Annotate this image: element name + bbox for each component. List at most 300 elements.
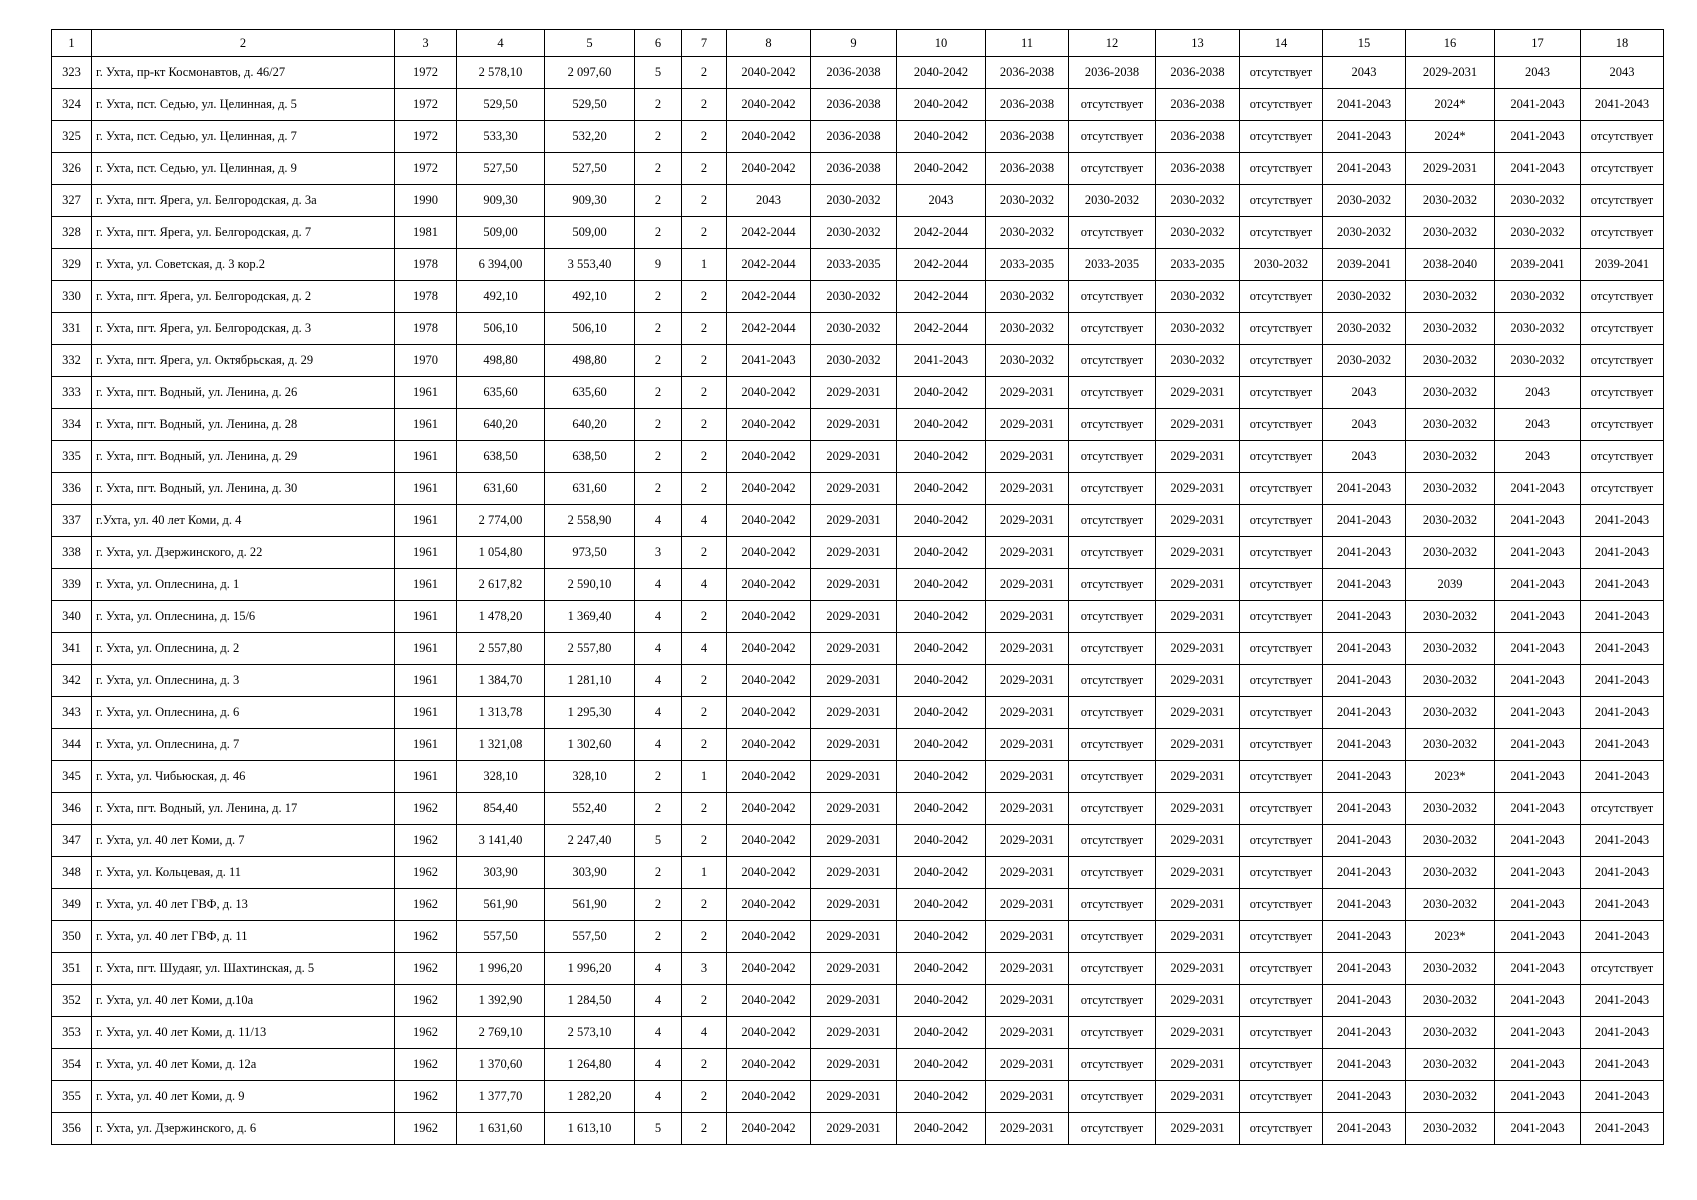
floors-cell: 4 [635,1081,682,1113]
col-18-cell: 2041-2043 [1581,1081,1664,1113]
col-8-cell: 2040-2042 [727,121,811,153]
col-14-cell: отсутствует [1240,185,1323,217]
col-16-cell: 2030-2032 [1406,473,1495,505]
col-10-cell: 2040-2042 [897,121,986,153]
col-16-cell: 2030-2032 [1406,793,1495,825]
col-14-cell: отсутствует [1240,569,1323,601]
living-area-cell: 498,80 [545,345,635,377]
col-13-cell: 2033-2035 [1156,249,1240,281]
col-14-cell: отсутствует [1240,825,1323,857]
entrances-cell: 2 [682,345,727,377]
col-18-cell: отсутствует [1581,153,1664,185]
col-18-cell: 2041-2043 [1581,985,1664,1017]
col-10-cell: 2041-2043 [897,345,986,377]
col-14-cell: отсутствует [1240,921,1323,953]
col-14-cell: отсутствует [1240,761,1323,793]
col-9-cell: 2029-2031 [811,665,897,697]
row-number-cell: 349 [52,889,92,921]
build-year-cell: 1972 [395,121,457,153]
living-area-cell: 527,50 [545,153,635,185]
col-13-cell: 2030-2032 [1156,281,1240,313]
col-9-cell: 2030-2032 [811,185,897,217]
col-10-cell: 2040-2042 [897,569,986,601]
col-13-cell: 2029-2031 [1156,633,1240,665]
entrances-cell: 2 [682,121,727,153]
col-17-cell: 2041-2043 [1495,761,1581,793]
column-number-cell: 1 [52,30,92,57]
address-cell: г. Ухта, ул. Оплеснина, д. 1 [92,569,395,601]
col-16-cell: 2030-2032 [1406,1081,1495,1113]
address-cell: г. Ухта, пст. Седью, ул. Целинная, д. 5 [92,89,395,121]
col-8-cell: 2040-2042 [727,953,811,985]
col-15-cell: 2043 [1323,409,1406,441]
row-number-cell: 338 [52,537,92,569]
total-area-cell: 635,60 [457,377,545,409]
col-12-cell: 2030-2032 [1069,185,1156,217]
living-area-cell: 552,40 [545,793,635,825]
floors-cell: 2 [635,121,682,153]
col-11-cell: 2029-2031 [986,793,1069,825]
table-row [52,249,1664,281]
floors-cell: 4 [635,985,682,1017]
build-year-cell: 1962 [395,857,457,889]
total-area-cell: 1 392,90 [457,985,545,1017]
col-13-cell: 2029-2031 [1156,473,1240,505]
col-12-cell: отсутствует [1069,409,1156,441]
total-area-cell: 2 578,10 [457,57,545,89]
total-area-cell: 638,50 [457,441,545,473]
col-18-cell: отсутствует [1581,377,1664,409]
col-16-cell: 2030-2032 [1406,281,1495,313]
col-10-cell: 2040-2042 [897,537,986,569]
build-year-cell: 1962 [395,1017,457,1049]
address-cell: г. Ухта, ул. Оплеснина, д. 6 [92,697,395,729]
col-17-cell: 2041-2043 [1495,121,1581,153]
col-13-cell: 2029-2031 [1156,409,1240,441]
floors-cell: 5 [635,825,682,857]
living-area-cell: 1 295,30 [545,697,635,729]
floors-cell: 2 [635,281,682,313]
col-11-cell: 2036-2038 [986,89,1069,121]
col-12-cell: отсутствует [1069,1113,1156,1145]
table-row [52,89,1664,121]
living-area-cell: 638,50 [545,441,635,473]
entrances-cell: 2 [682,377,727,409]
col-10-cell: 2040-2042 [897,377,986,409]
address-cell: г. Ухта, пст. Седью, ул. Целинная, д. 9 [92,153,395,185]
total-area-cell: 1 996,20 [457,953,545,985]
col-10-cell: 2040-2042 [897,729,986,761]
col-11-cell: 2029-2031 [986,1017,1069,1049]
row-number-cell: 336 [52,473,92,505]
col-16-cell: 2030-2032 [1406,665,1495,697]
col-18-cell: 2041-2043 [1581,921,1664,953]
col-14-cell: отсутствует [1240,345,1323,377]
col-9-cell: 2029-2031 [811,1049,897,1081]
col-12-cell: отсутствует [1069,1017,1156,1049]
col-8-cell: 2040-2042 [727,633,811,665]
col-14-cell: отсутствует [1240,1017,1323,1049]
col-17-cell: 2039-2041 [1495,249,1581,281]
col-13-cell: 2029-2031 [1156,1081,1240,1113]
row-number-cell: 327 [52,185,92,217]
address-cell: г. Ухта, ул. Чибьюская, д. 46 [92,761,395,793]
col-15-cell: 2041-2043 [1323,633,1406,665]
col-12-cell: отсутствует [1069,441,1156,473]
col-15-cell: 2041-2043 [1323,473,1406,505]
col-16-cell: 2030-2032 [1406,953,1495,985]
col-8-cell: 2040-2042 [727,889,811,921]
column-number-row [52,30,1664,57]
col-15-cell: 2043 [1323,57,1406,89]
entrances-cell: 2 [682,665,727,697]
address-cell: г. Ухта, пгт. Водный, ул. Ленина, д. 29 [92,441,395,473]
floors-cell: 2 [635,793,682,825]
col-13-cell: 2029-2031 [1156,697,1240,729]
column-number-cell: 18 [1581,30,1664,57]
total-area-cell: 557,50 [457,921,545,953]
row-number-cell: 331 [52,313,92,345]
entrances-cell: 2 [682,441,727,473]
col-14-cell: отсутствует [1240,1113,1323,1145]
address-cell: г. Ухта, пгт. Водный, ул. Ленина, д. 30 [92,473,395,505]
col-18-cell: 2041-2043 [1581,569,1664,601]
col-16-cell: 2030-2032 [1406,825,1495,857]
col-16-cell: 2030-2032 [1406,601,1495,633]
address-cell: г. Ухта, ул. Оплеснина, д. 2 [92,633,395,665]
col-12-cell: отсутствует [1069,377,1156,409]
col-12-cell: отсутствует [1069,153,1156,185]
col-15-cell: 2041-2043 [1323,537,1406,569]
living-area-cell: 1 264,80 [545,1049,635,1081]
row-number-cell: 352 [52,985,92,1017]
table-row [52,953,1664,985]
col-18-cell: 2041-2043 [1581,89,1664,121]
total-area-cell: 527,50 [457,153,545,185]
entrances-cell: 2 [682,57,727,89]
col-9-cell: 2033-2035 [811,249,897,281]
col-12-cell: отсутствует [1069,889,1156,921]
col-18-cell: 2041-2043 [1581,505,1664,537]
col-8-cell: 2040-2042 [727,793,811,825]
entrances-cell: 2 [682,153,727,185]
floors-cell: 4 [635,665,682,697]
col-11-cell: 2029-2031 [986,985,1069,1017]
row-number-cell: 340 [52,601,92,633]
col-16-cell: 2030-2032 [1406,1113,1495,1145]
col-16-cell: 2030-2032 [1406,697,1495,729]
col-18-cell: 2039-2041 [1581,249,1664,281]
build-year-cell: 1961 [395,537,457,569]
address-cell: г. Ухта, ул. Оплеснина, д. 15/6 [92,601,395,633]
total-area-cell: 533,30 [457,121,545,153]
col-14-cell: отсутствует [1240,1081,1323,1113]
row-number-cell: 351 [52,953,92,985]
row-number-cell: 326 [52,153,92,185]
col-15-cell: 2041-2043 [1323,601,1406,633]
build-year-cell: 1962 [395,985,457,1017]
col-10-cell: 2040-2042 [897,153,986,185]
col-11-cell: 2033-2035 [986,249,1069,281]
col-8-cell: 2040-2042 [727,1049,811,1081]
living-area-cell: 303,90 [545,857,635,889]
col-10-cell: 2042-2044 [897,281,986,313]
address-cell: г. Ухта, пгт. Водный, ул. Ленина, д. 17 [92,793,395,825]
col-17-cell: 2041-2043 [1495,921,1581,953]
col-17-cell: 2030-2032 [1495,345,1581,377]
address-cell: г. Ухта, ул. Оплеснина, д. 7 [92,729,395,761]
col-17-cell: 2041-2043 [1495,857,1581,889]
col-15-cell: 2030-2032 [1323,217,1406,249]
living-area-cell: 973,50 [545,537,635,569]
table-row [52,121,1664,153]
col-15-cell: 2041-2043 [1323,793,1406,825]
col-9-cell: 2029-2031 [811,921,897,953]
table-row [52,153,1664,185]
col-11-cell: 2029-2031 [986,441,1069,473]
col-8-cell: 2040-2042 [727,409,811,441]
col-9-cell: 2029-2031 [811,761,897,793]
col-14-cell: отсутствует [1240,601,1323,633]
total-area-cell: 1 377,70 [457,1081,545,1113]
column-number-cell: 6 [635,30,682,57]
col-11-cell: 2029-2031 [986,601,1069,633]
col-18-cell: 2041-2043 [1581,889,1664,921]
col-18-cell: 2041-2043 [1581,633,1664,665]
col-13-cell: 2029-2031 [1156,377,1240,409]
total-area-cell: 1 478,20 [457,601,545,633]
entrances-cell: 3 [682,953,727,985]
col-17-cell: 2030-2032 [1495,313,1581,345]
col-13-cell: 2029-2031 [1156,537,1240,569]
total-area-cell: 854,40 [457,793,545,825]
address-cell: г. Ухта, пгт. Водный, ул. Ленина, д. 26 [92,377,395,409]
col-8-cell: 2040-2042 [727,1113,811,1145]
living-area-cell: 1 369,40 [545,601,635,633]
col-12-cell: отсутствует [1069,217,1156,249]
col-12-cell: 2036-2038 [1069,57,1156,89]
col-18-cell: 2041-2043 [1581,825,1664,857]
col-18-cell: 2041-2043 [1581,1113,1664,1145]
col-12-cell: отсутствует [1069,601,1156,633]
col-9-cell: 2036-2038 [811,153,897,185]
col-12-cell: отсутствует [1069,121,1156,153]
floors-cell: 2 [635,473,682,505]
col-11-cell: 2029-2031 [986,825,1069,857]
col-14-cell: отсутствует [1240,409,1323,441]
total-area-cell: 2 557,80 [457,633,545,665]
row-number-cell: 324 [52,89,92,121]
col-12-cell: отсутствует [1069,825,1156,857]
entrances-cell: 1 [682,249,727,281]
col-11-cell: 2029-2031 [986,1081,1069,1113]
column-number-cell: 3 [395,30,457,57]
col-14-cell: отсутствует [1240,857,1323,889]
col-12-cell: отсутствует [1069,281,1156,313]
table-row [52,697,1664,729]
col-8-cell: 2040-2042 [727,697,811,729]
total-area-cell: 1 321,08 [457,729,545,761]
col-16-cell: 2024* [1406,89,1495,121]
build-year-cell: 1962 [395,1113,457,1145]
build-year-cell: 1961 [395,601,457,633]
col-11-cell: 2029-2031 [986,569,1069,601]
entrances-cell: 2 [682,921,727,953]
table-row [52,57,1664,89]
col-10-cell: 2040-2042 [897,1049,986,1081]
entrances-cell: 2 [682,889,727,921]
col-11-cell: 2030-2032 [986,217,1069,249]
address-cell: г. Ухта, ул. 40 лет Коми, д. 12а [92,1049,395,1081]
row-number-cell: 323 [52,57,92,89]
living-area-cell: 2 557,80 [545,633,635,665]
col-17-cell: 2041-2043 [1495,473,1581,505]
living-area-cell: 532,20 [545,121,635,153]
column-number-cell: 13 [1156,30,1240,57]
build-year-cell: 1962 [395,1081,457,1113]
col-17-cell: 2043 [1495,377,1581,409]
entrances-cell: 2 [682,89,727,121]
build-year-cell: 1961 [395,633,457,665]
col-10-cell: 2040-2042 [897,697,986,729]
table-row [52,985,1664,1017]
build-year-cell: 1961 [395,729,457,761]
floors-cell: 2 [635,441,682,473]
total-area-cell: 561,90 [457,889,545,921]
col-12-cell: отсутствует [1069,1081,1156,1113]
col-15-cell: 2041-2043 [1323,1113,1406,1145]
entrances-cell: 2 [682,985,727,1017]
col-15-cell: 2043 [1323,441,1406,473]
row-number-cell: 355 [52,1081,92,1113]
total-area-cell: 640,20 [457,409,545,441]
col-9-cell: 2030-2032 [811,313,897,345]
floors-cell: 4 [635,601,682,633]
col-9-cell: 2029-2031 [811,857,897,889]
col-16-cell: 2024* [1406,121,1495,153]
col-14-cell: отсутствует [1240,281,1323,313]
col-10-cell: 2040-2042 [897,409,986,441]
col-14-cell: отсутствует [1240,217,1323,249]
col-14-cell: отсутствует [1240,793,1323,825]
col-11-cell: 2036-2038 [986,153,1069,185]
table-body [52,30,1664,1145]
living-area-cell: 1 282,20 [545,1081,635,1113]
col-13-cell: 2029-2031 [1156,857,1240,889]
col-14-cell: отсутствует [1240,633,1323,665]
floors-cell: 2 [635,889,682,921]
col-15-cell: 2041-2043 [1323,921,1406,953]
table-row [52,217,1664,249]
col-13-cell: 2029-2031 [1156,793,1240,825]
col-9-cell: 2029-2031 [811,441,897,473]
build-year-cell: 1962 [395,921,457,953]
data-table [51,29,1664,1145]
col-15-cell: 2041-2043 [1323,153,1406,185]
entrances-cell: 2 [682,825,727,857]
col-18-cell: 2041-2043 [1581,857,1664,889]
total-area-cell: 303,90 [457,857,545,889]
living-area-cell: 909,30 [545,185,635,217]
total-area-cell: 328,10 [457,761,545,793]
table-row [52,537,1664,569]
col-12-cell: отсутствует [1069,697,1156,729]
col-11-cell: 2029-2031 [986,889,1069,921]
col-11-cell: 2029-2031 [986,537,1069,569]
floors-cell: 4 [635,1049,682,1081]
col-10-cell: 2040-2042 [897,825,986,857]
address-cell: г. Ухта, ул. 40 лет ГВФ, д. 11 [92,921,395,953]
living-area-cell: 557,50 [545,921,635,953]
col-13-cell: 2029-2031 [1156,1049,1240,1081]
col-12-cell: отсутствует [1069,537,1156,569]
col-17-cell: 2041-2043 [1495,153,1581,185]
col-10-cell: 2042-2044 [897,249,986,281]
col-14-cell: отсутствует [1240,665,1323,697]
col-16-cell: 2030-2032 [1406,185,1495,217]
living-area-cell: 2 558,90 [545,505,635,537]
column-number-cell: 2 [92,30,395,57]
floors-cell: 2 [635,921,682,953]
col-14-cell: отсутствует [1240,1049,1323,1081]
col-8-cell: 2040-2042 [727,1017,811,1049]
column-number-cell: 5 [545,30,635,57]
table-row [52,1049,1664,1081]
col-10-cell: 2040-2042 [897,953,986,985]
build-year-cell: 1961 [395,441,457,473]
col-17-cell: 2041-2043 [1495,729,1581,761]
col-11-cell: 2029-2031 [986,473,1069,505]
floors-cell: 2 [635,345,682,377]
col-8-cell: 2040-2042 [727,985,811,1017]
col-10-cell: 2040-2042 [897,89,986,121]
col-13-cell: 2036-2038 [1156,57,1240,89]
build-year-cell: 1990 [395,185,457,217]
table-row [52,1017,1664,1049]
col-14-cell: отсутствует [1240,537,1323,569]
col-16-cell: 2030-2032 [1406,889,1495,921]
col-8-cell: 2041-2043 [727,345,811,377]
address-cell: г. Ухта, ул. Оплеснина, д. 3 [92,665,395,697]
floors-cell: 2 [635,409,682,441]
col-12-cell: отсутствует [1069,1049,1156,1081]
col-17-cell: 2041-2043 [1495,1081,1581,1113]
total-area-cell: 909,30 [457,185,545,217]
entrances-cell: 2 [682,217,727,249]
col-8-cell: 2040-2042 [727,89,811,121]
table-row [52,441,1664,473]
total-area-cell: 2 774,00 [457,505,545,537]
col-10-cell: 2040-2042 [897,601,986,633]
col-12-cell: отсутствует [1069,569,1156,601]
col-18-cell: 2041-2043 [1581,1049,1664,1081]
col-14-cell: отсутствует [1240,473,1323,505]
table-row [52,761,1664,793]
col-18-cell: 2041-2043 [1581,761,1664,793]
col-12-cell: отсутствует [1069,985,1156,1017]
col-8-cell: 2040-2042 [727,537,811,569]
living-area-cell: 1 284,50 [545,985,635,1017]
floors-cell: 5 [635,57,682,89]
build-year-cell: 1972 [395,57,457,89]
col-11-cell: 2036-2038 [986,121,1069,153]
column-number-cell: 14 [1240,30,1323,57]
col-17-cell: 2041-2043 [1495,697,1581,729]
living-area-cell: 2 097,60 [545,57,635,89]
col-9-cell: 2029-2031 [811,1081,897,1113]
row-number-cell: 346 [52,793,92,825]
table-row [52,1081,1664,1113]
